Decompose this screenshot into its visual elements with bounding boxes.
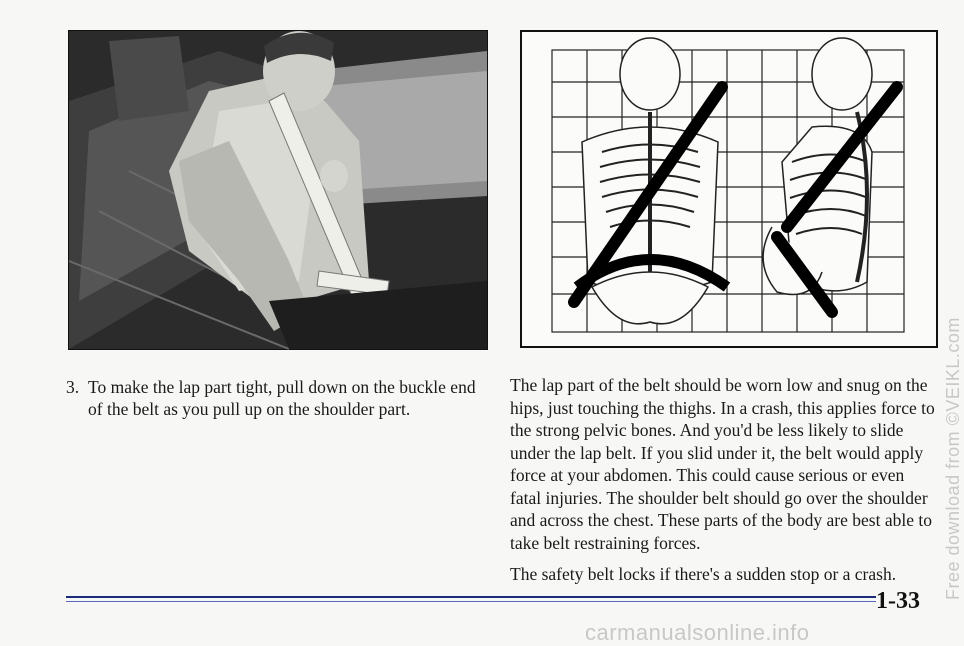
footer-rule-line-thin	[66, 601, 876, 602]
instruction-step-3	[66, 376, 486, 420]
seatbelt-photo	[68, 30, 488, 350]
step-text: To make the lap part tight, pull down on the buckle end of the belt as you pull up on the shoulder part.	[88, 377, 476, 419]
step-number: 3.	[66, 377, 80, 397]
footer-rule	[66, 596, 876, 608]
side-watermark: Free download from ©VEIKL.com	[943, 317, 963, 600]
belt-position-diagram	[520, 30, 938, 348]
paragraph-lap-belt: The lap part of the belt should be worn low and snug on the hips, just touching the thighs. In a crash, this applies force to the strong pelvic bones. And you'd be less likely to slide under the lap belt. If you slid under it, the belt would apply force at your abdomen. This could cause serious or even fatal injuries. The shoulder belt should go over the shoulder and across the chest. These parts of the body are best able to take belt restraining forces.	[510, 375, 935, 553]
bottom-watermark: carmanualsonline.info	[585, 620, 810, 645]
page-number: 1-33	[876, 588, 920, 614]
skeleton-diagram	[522, 32, 936, 346]
paragraph-belt-locks: The safety belt locks if there's a sudden stop or a crash.	[510, 564, 897, 584]
lap-belt-explanation	[510, 374, 938, 595]
footer-rule-line-thick	[66, 596, 876, 598]
seatbelt-illustration	[69, 31, 487, 349]
